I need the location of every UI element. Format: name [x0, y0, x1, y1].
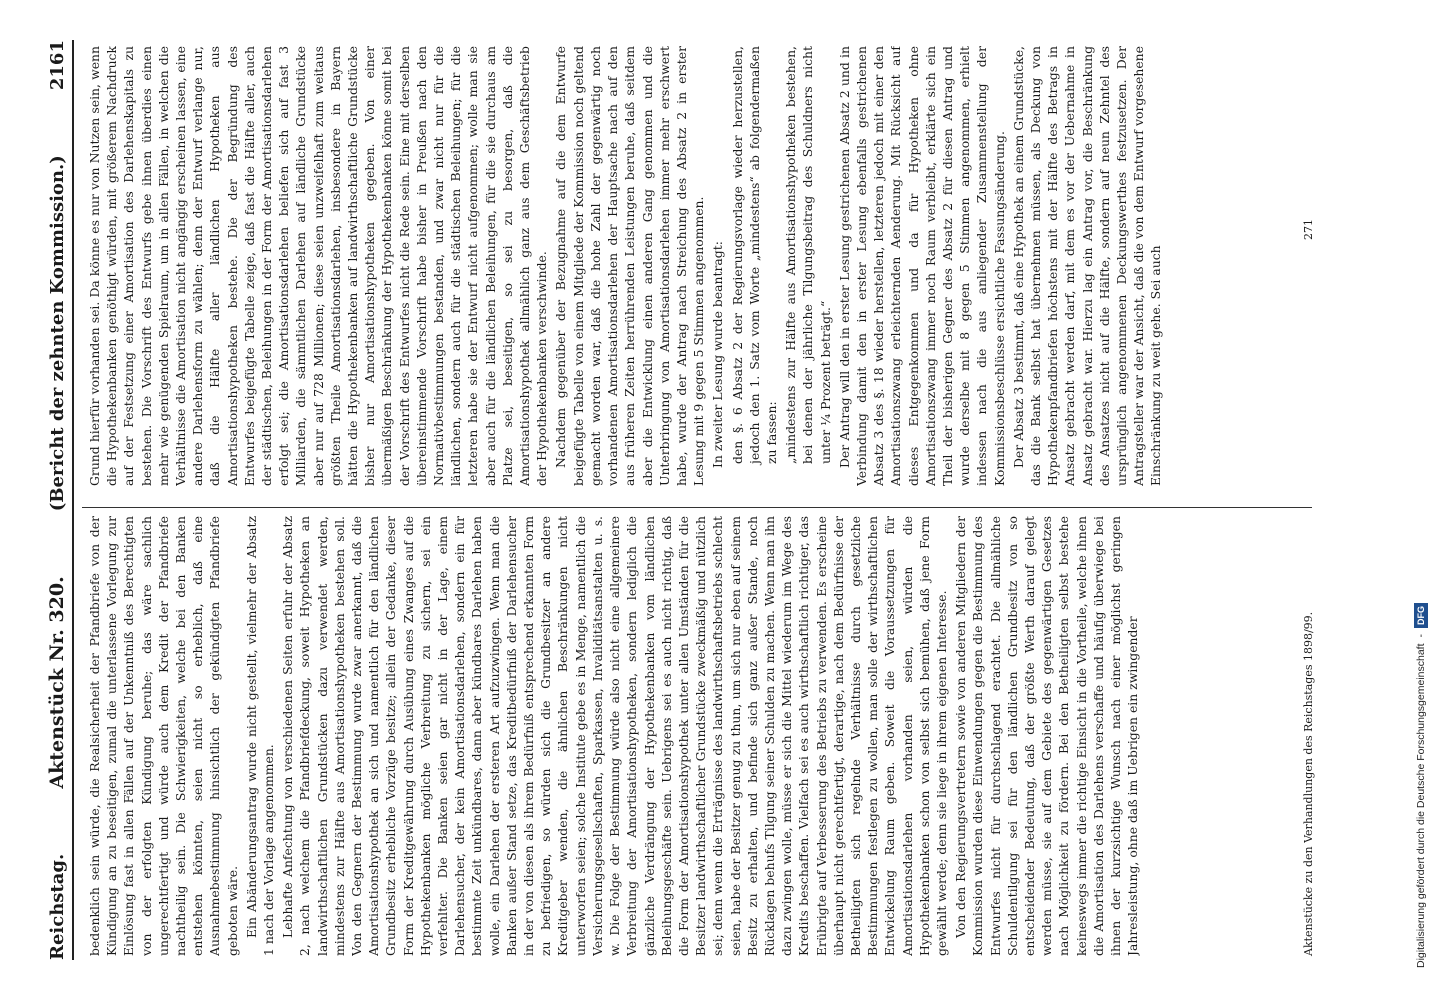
left-paragraph: bedenklich sein würde, die Realsicherheit der Pfandbriefe von der Kündigung an zu beseitigen, zumal die unterlassene Vorlegung zur Einlösung fast in allen Fällen auf der Unkenntniß des Berechtigten von der erfolgten Kündigung beruhe; das wäre sachlich ungerechtfertigt und würde auch dem Kredit der Pfandbriefe nachtheilig sein. Die Schwierigkeiten, welche bei den Banken entstehen könnten, seien nicht so erheblich, daß eine Ausnahmebestimmung hinsichtlich der gekündigten Pfandbriefe geboten wäre. [87, 516, 240, 956]
header-left: Reichstag. [47, 853, 68, 960]
right-paragraph: In zweiter Lesung wurde beantragt: [710, 241, 726, 468]
column-divider [82, 507, 1312, 508]
page-header [24, 40, 74, 960]
right-paragraph: Der Absatz 3 bestimmt, daß eine Hypothek an einem Grundstücke, das die Bank selbst hat übernehmen müssen, als Deckung von Hypothekenpfandbriefen höchstens mit der Hälfte des Betrags in Ansatz gebracht werden darf, mit dem es vor der Uebernahme in Ansatz gebracht war. Hierzu lag ein Antrag vor, die Beschränkung des Ansatzes nicht auf die Hälfte, sondern auf neun Zehntel des ursprünglich angenommenen Deckungswerthes festzusetzen. Der Antragsteller war der Ansicht, daß die von dem Entwurf vorgesehene Einschränkung zu weit gehe. Sei auch [1010, 46, 1164, 486]
left-paragraph: Ein Abänderungsantrag wurde nicht gestellt, vielmehr der Absatz 1 nach der Vorlage angenommen. [243, 516, 277, 956]
page-signature: 271 [1302, 219, 1315, 240]
header-right-title: (Bericht der zehnten Kommission.) [47, 155, 68, 512]
left-paragraph: Von den Regierungsvertretern sowie von anderen Mitgliedern der Kommission wurden diese Einwendungen gegen die Bestimmung des Entwurfes nicht für durchschlagend erachtet. Die allmähliche Schuldentilgung sei für den ländlichen Grundbesitz von so entscheidender Bedeutung, daß der größte Werth darauf gelegt werden müsse, sie auf dem Gebiete des gegenwärtigen Gesetzes nach Möglichkeit zu fördern. Bei den Betheiligten selbst bestehe keineswegs immer die richtige Einsicht in die Vortheile, welche ihnen die Amortisation des Darlehens verschaffe und häufig überwiege bei ihnen der kurzsichtige Wunsch nach einer möglichst geringen Jahresleistung, ohne daß im Uebrigen ein zwingender [953, 516, 1141, 956]
right-paragraph-quote: „mindestens zur Hälfte aus Amortisationshypotheken bestehen, bei denen der jährliche Tilgungsbeitrag des Schuldners nicht unter ¼ Prozent beträgt.“ [783, 46, 833, 464]
left-paragraph: Lebhafte Anfechtung von verschiedenen Seiten erfuhr der Absatz 2, nach welchem die Pfandbriefdeckung, soweit Hypotheken an landwirthschaftlichen Grundstücken dazu verwendet werden, mindestens zur Hälfte aus Amortisationshypotheken bestehen soll. Von den Gegnern der Bestimmung wurde zwar anerkannt, daß die Amortisationshypothek an sich und namentlich für den ländlichen Grundbesitz erhebliche Vorzüge besitze; allein der Gedanke, dieser Form der Kreditgewährung durch Ausübung eines Zwanges auf die Hypothekenbanken mögliche Verbreitung zu sichern, sei ein verfehlter. Die Banken seien gar nicht in der Lage, einem Darlehensucher, der kein Amortisationsdarlehen, sondern ein für bestimmte Zeit unkündbares, dann aber kündbares Darlehen haben wolle, ein Darlehen der ersteren Art aufzuzwingen. Wenn man die Banken außer Stand setze, das Kreditbedürfniß der Darlehensucher in der von diesen als ihrem Bedürfniß entsprechend erkannten Form zu befriedigen, so würden sich die Grundbesitzer an andere Kreditgeber wenden, die ähnlichen Beschränkungen nicht unterworfen seien; solche Institute gebe es in Menge, namentlich die Versicherungsgesellschaften, Sparkassen, Invaliditätsanstalten u. s. w. Die Folge der Bestimmung würde also nicht eine allgemeinere Verbreitung der Amortisationshypotheken, sondern lediglich die gänzliche Verdrängung der Hypothekenbanken vom ländlichen Beleihungsgeschäfte sein. Uebrigens sei es auch nicht richtig, daß die Form der Amortisationshypothek unter allen Umständen für die Besitzer landwirthschaftlicher Grundstücke zweckmäßig und nützlich sei; denn wenn die Erträgnisse des landwirthschaftsbetriebs schlecht seien, habe der Besitzer genug zu thun, um sich nur eben auf seinem Besitz zu erhalten, und befinde sich ganz außer Stande, noch Rücklagen behufs Tilgung seiner Schulden zu machen. Wenn man ihn dazu zwingen wolle, müsse er sich die Mittel wiederum im Wege des Kredits beschaffen. Vielfach sei es auch wirthschaftlich richtiger, das Erübrigte auf Verbesserung des Betriebs zu verwenden. Es erscheine überhaupt nicht gerechtfertigt, derartige, nach dem Bedürfnisse der Betheiligten sich regelnde Verhältnisse durch gesetzliche Bestimmungen festlegen zu wollen, man solle der wirthschaftlichen Entwickelung Raum geben. Soweit die Voraussetzungen für Amortisationsdarlehen vorhanden seien, würden die Hypothekenbanken schon von selbst sich bemühen, daß jene Form gewählt werde; denn sie liege in ihrem eigenen Interesse. [280, 516, 949, 956]
footnote: Aktenstücke zu den Verhandlungen des Reichstages 1898/99. [1302, 611, 1315, 956]
right-paragraph: den §. 6 Absatz 2 der Regierungsvorlage wieder herzustellen, jedoch den 1. Satz vom Worte „mindestens“ ab folgendermaßen zu fassen: [729, 46, 779, 464]
right-column [86, 46, 1296, 486]
dfg-sidebar-text: Digitalisierung gefördert durch die Deutsche Forschungsgemeinschaft [1415, 643, 1427, 968]
dfg-logo: DFG [1414, 603, 1428, 628]
page-number: 2161 [47, 40, 68, 91]
right-paragraph: Der Antrag will den in erster Lesung gestrichenen Absatz 2 und in Verbindung damit den in erster Lesung ebenfalls gestrichenen Absatz 3 des §. 18 wieder herstellen, letzteren jedoch mit einer den Amortisationszwang erleichternden Aenderung. Mit Rücksicht auf dieses Entgegenkommen und da für Hypotheken ohne Amortisationszwang immer noch Raum verbleibt, erklärte sich ein Theil der bisherigen Gegner des Absatz 2 für diesen Antrag und wurde derselbe mit 8 gegen 5 Stimmen angenommen, erhielt indessen nach die aus anliegender Zusammenstellung der Kommissionsbeschlüsse ersichtliche Fassungsänderung. [836, 46, 1007, 486]
right-paragraph: Nachdem gegenüber der Bezugnahme auf die dem Entwurfe beigefügte Tabelle von einem Mitgliede der Kommission noch geltend gemacht worden war, daß die hohe Zahl der gegenwärtig noch vorhandenen Amortisationsdarlehen der Hauptsache nach auf den aus früheren Zeiten herrührenden Leistungen beruhe, daß seitdem aber die Entwicklung einen anderen Gang genommen und die Unterbringung von Amortisationsdarlehen immer mehr erschwert habe, wurde der Antrag nach Streichung des Absatz 2 in erster Lesung mit 9 gegen 5 Stimmen angenommen. [553, 46, 707, 486]
left-column [86, 516, 1296, 956]
header-center: Aktenstück Nr. 320. [46, 576, 68, 789]
dfg-sidebar: Digitalisierung gefördert durch die Deutsche Forschungsgemeinschaft - DFG [1412, 8, 1430, 988]
right-paragraph: Grund hierfür vorhanden sei. Da könne es nur von Nutzen sein, wenn die Hypothekenbanken genöthigt würden, mit größerem Nachdruck auf der Festsetzung einer Amortisation des Darlehenskapitals zu bestehen. Die Vorschrift des Entwurfs gebe ihnen überdies einen mehr wie genügenden Spielraum, um in allen Fällen, in welchen die Verhältnisse die Amortisation nicht angängig erscheinen lassen, eine andere Darlehensform zu wählen; denn der Entwurf verlange nur, daß die Hälfte aller ländlichen Hypotheken aus Amortisationshypotheken bestehe. Die der Begründung des Entwurfes beigefügte Tabelle zeige, daß fast die Hälfte aller, auch der städtischen, Beleihungen in der Form der Amortisationsdarlehen erfolgt sei; die Amortisationsdarlehen beliefen sich auf fast 3 Milliarden, die sämmtlichen Darlehen auf ländliche Grundstücke aber nur auf 728 Millionen; diese seien unzweifelhaft zum weitaus größten Theile Amortisationsdarlehen, insbesondere in Bayern hätten die Hypothekenbanken auf landwirthschaftliche Grundstücke bisher nur Amortisationshypotheken gegeben. Von einer übermäßigen Beschränkung der Hypothekenbanken könne somit bei der Vorschrift des Entwurfes nicht die Rede sein. Eine mit derselben übereinstimmende Vorschrift habe bisher in Preußen nach den Normativbestimmungen bestanden, und zwar nicht nur für die ländlichen, sondern auch für die städtischen Beleihungen; für die letzteren habe sie der Entwurf nicht aufgenommen; wolle man sie aber auch für die ländlichen Beleihungen, für die sie durchaus am Platze sei, beseitigen, so sei zu besorgen, daß die Amortisationshypothek allmählich ganz aus dem Geschäftsbetrieb der Hypothekenbanken verschwinde. [87, 46, 550, 486]
